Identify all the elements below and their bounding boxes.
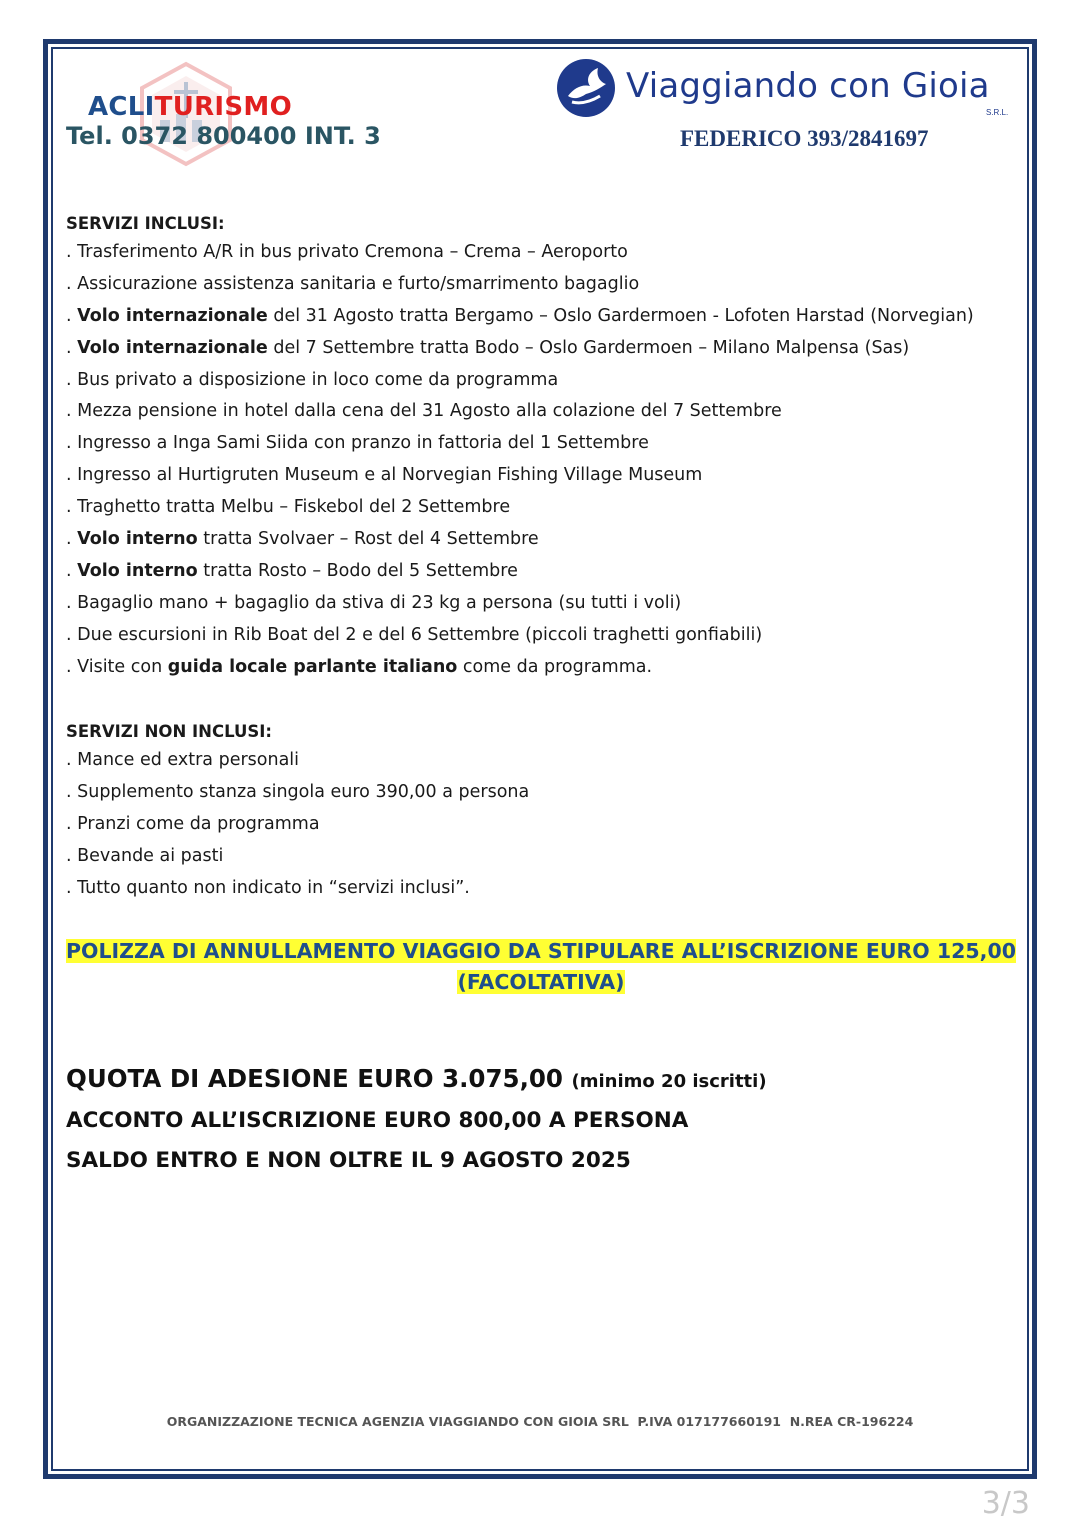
included-section [66, 214, 974, 683]
item-text: . Mezza pensione in hotel dalla cena del 31 Agosto alla colazione del 7 Settembre [66, 401, 782, 422]
policy-line-1: POLIZZA DI ANNULLAMENTO VIAGGIO DA STIPULARE ALL’ISCRIZIONE EURO 125,00 [66, 939, 1016, 963]
item-prefix: . Visite con [66, 656, 168, 677]
header-left [66, 92, 381, 150]
excluded-item: . Bevande ai pasti [66, 845, 224, 866]
item-text: . Bus privato a disposizione in loco come da programma [66, 369, 559, 390]
item-bold-text: Volo interno [77, 560, 198, 581]
excluded-title: SERVIZI NON INCLUSI: [66, 722, 273, 741]
excluded-list [66, 745, 529, 904]
included-item [66, 237, 974, 269]
included-item [66, 620, 974, 652]
item-text: . Ingresso a Inga Sami Siida con pranzo in fattoria del 1 Settembre [66, 433, 649, 454]
included-item [66, 588, 974, 620]
quota-line [66, 1060, 767, 1101]
item-prefix: . [66, 529, 78, 550]
included-item [66, 556, 974, 588]
footer-legal: ORGANIZZAZIONE TECNICA AGENZIA VIAGGIANDO CON GIOIA SRL P.IVA 017177660191 N.REA CR-196224 [166, 1414, 914, 1429]
item-prefix: . [66, 337, 78, 358]
included-item [66, 333, 974, 365]
quota-note: (minimo 20 iscritti) [571, 1071, 767, 1092]
included-title: SERVIZI INCLUSI: [66, 214, 225, 233]
item-bold-text: Volo internazionale [77, 305, 268, 326]
item-text: . Ingresso al Hurtigruten Museum e al Norvegian Fishing Village Museum [66, 465, 703, 486]
excluded-item: . Supplemento stanza singola euro 390,00 a persona [66, 781, 530, 802]
saldo-line: SALDO ENTRO E NON OLTRE IL 9 AGOSTO 2025 [66, 1148, 631, 1173]
item-prefix: . [66, 560, 78, 581]
included-item [66, 652, 974, 684]
item-text: . Assicurazione assistenza sanitaria e furto/smarrimento bagaglio [66, 273, 640, 294]
item-text: del 31 Agosto tratta Bergamo – Oslo Gardermoen - Lofoten Harstad (Norvegian) [267, 305, 974, 326]
brand-part-acli: ACLI [88, 92, 155, 122]
included-item [66, 396, 974, 428]
brand-part-turismo: TURISMO [154, 92, 292, 122]
included-item [66, 460, 974, 492]
item-text: tratta Svolvaer – Rost del 4 Settembre [197, 529, 539, 550]
item-prefix: . [66, 305, 78, 326]
header-right [556, 58, 1016, 168]
item-text: . Trasferimento A/R in bus privato Cremona – Crema – Aeroporto [66, 242, 628, 262]
item-text: . Due escursioni in Rib Boat del 2 e del 6 Settembre (piccoli traghetti gonfiabili) [66, 624, 763, 645]
included-item [66, 492, 974, 524]
item-text: come da programma. [457, 656, 653, 677]
excluded-item: . Pranzi come da programma [66, 813, 320, 834]
item-bold-text: guida locale parlante italiano [167, 656, 458, 677]
quota-amount: QUOTA DI ADESIONE EURO 3.075,00 [66, 1064, 563, 1093]
excluded-item: . Mance ed extra personali [66, 750, 300, 770]
page-number: 3/3 [981, 1486, 1030, 1521]
item-bold-text: Volo interno [77, 529, 198, 550]
price-section [66, 1060, 767, 1181]
item-text: del 7 Settembre tratta Bodo – Oslo Gardermoen – Milano Malpensa (Sas) [267, 337, 910, 358]
excluded-item: . Tutto quanto non indicato in “servizi inclusi”. [66, 877, 470, 898]
included-item [66, 524, 974, 556]
item-text: . Bagaglio mano + bagaglio da stiva di 23 kg a persona (su tutti i voli) [66, 592, 682, 613]
policy-line-2: (FACOLTATIVA) [457, 970, 625, 994]
included-item [66, 428, 974, 460]
item-text: tratta Rosto – Bodo del 5 Settembre [197, 560, 518, 581]
company-suffix: S.R.L. [986, 108, 1009, 117]
included-item [66, 365, 974, 397]
dove-logo-icon [556, 58, 616, 118]
cancellation-policy-notice [66, 936, 1016, 998]
included-item [66, 301, 974, 333]
excluded-section [66, 722, 529, 904]
included-list [66, 237, 974, 683]
item-text: . Traghetto tratta Melbu – Fiskebol del 2 Settembre [66, 497, 511, 518]
acconto-line: ACCONTO ALL’ISCRIZIONE EURO 800,00 A PERSONA [66, 1108, 689, 1133]
acliturismo-brand [88, 92, 381, 122]
phone-number: Tel. 0372 800400 INT. 3 [66, 122, 381, 150]
contact-phone: FEDERICO 393/2841697 [680, 126, 929, 151]
included-item [66, 269, 974, 301]
item-bold-text: Volo internazionale [77, 337, 268, 358]
company-name: Viaggiando con Gioia [626, 66, 990, 106]
